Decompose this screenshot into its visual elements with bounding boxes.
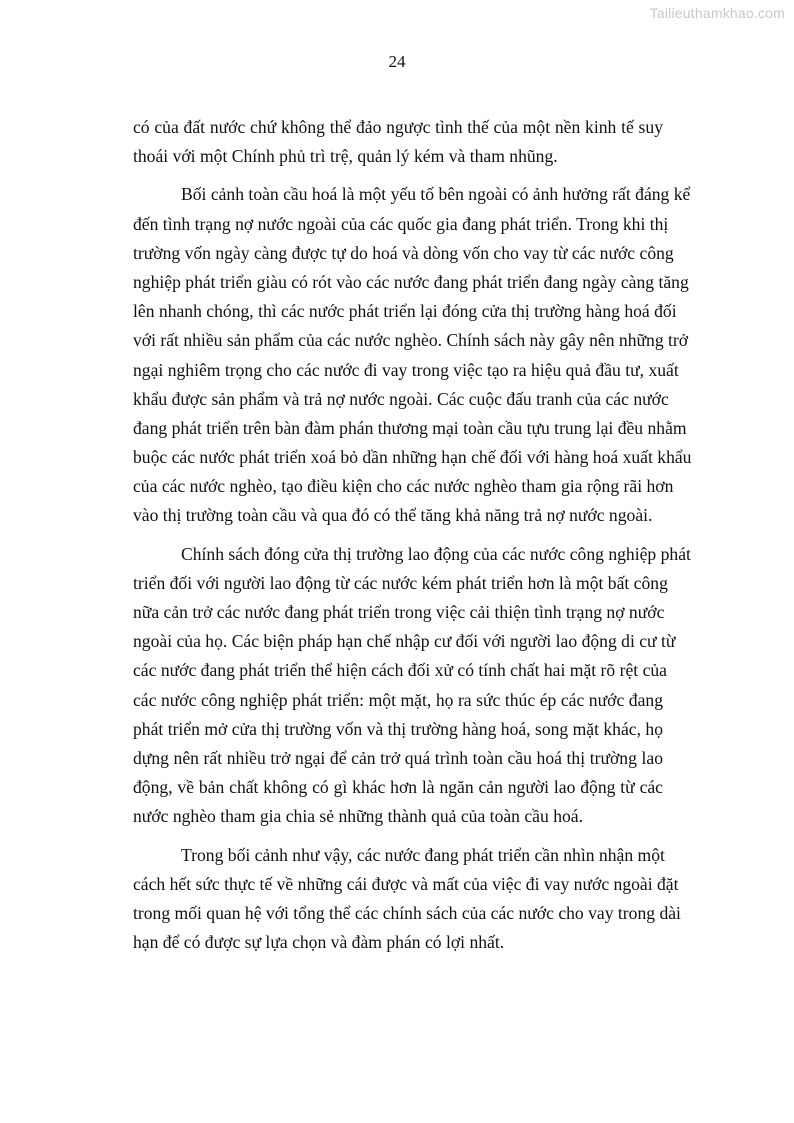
paragraph-2 bbox=[133, 180, 692, 530]
text-line: Trong bối cảnh như vậy, các nước đang phát triển cần nhìn nhận một bbox=[181, 844, 665, 865]
text-line: nước nghèo tham gia chia sẻ những thành quả của toàn cầu hoá. bbox=[133, 806, 583, 827]
text-line: cách hết sức thực tế về những cái được và mất của việc đi vay nước ngoài đặt bbox=[133, 873, 679, 894]
text-line: triển đối với người lao động từ các nước kém phát triển hơn là một bất công bbox=[133, 572, 668, 593]
text-line: hạn để có được sự lựa chọn và đàm phán có lợi nhất. bbox=[133, 932, 505, 953]
text-line: dựng nên rất nhiều trở ngại để cản trở quá trình toàn cầu hoá thị trường lao bbox=[133, 747, 663, 768]
text-line: phát triển mở cửa thị trường vốn và thị trường hàng hoá, song mặt khác, họ bbox=[133, 718, 663, 739]
page-number: 24 bbox=[388, 52, 406, 71]
text-line: của các nước nghèo, tạo điều kiện cho các nước nghèo tham gia rộng rãi hơn bbox=[133, 476, 674, 497]
text-line: thoái với một Chính phủ trì trệ, quản lý kém và tham nhũng. bbox=[133, 146, 558, 167]
text-line: Chính sách đóng cửa thị trường lao động của các nước công nghiệp phát bbox=[181, 543, 691, 564]
text-line: trong mối quan hệ với tổng thể các chính sách của các nước cho vay trong dài bbox=[133, 902, 681, 923]
text-line: động, về bản chất không có gì khác hơn là ngăn cản người lao động từ các bbox=[133, 777, 663, 798]
document-body bbox=[133, 113, 692, 957]
text-line: các nước công nghiệp phát triển: một mặt, họ ra sức thúc ép các nước đang bbox=[133, 689, 663, 710]
text-line: ngại nghiêm trọng cho các nước đi vay trong việc tạo ra hiệu quả đầu tư, xuất bbox=[133, 359, 679, 380]
paragraph-4 bbox=[133, 841, 681, 958]
text-line: vào thị trường toàn cầu và qua đó có thể tăng khả năng trả nợ nước ngoài. bbox=[133, 505, 653, 526]
text-line: có của đất nước chứ không thể đảo ngược tình thế của một nền kinh tế suy bbox=[133, 117, 663, 137]
text-line: nữa cản trở các nước đang phát triển trong việc cải thiện tình trạng nợ nước bbox=[133, 602, 665, 622]
text-line: nghiệp phát triển giàu có rót vào các nước đang phát triển đang ngày càng tăng bbox=[133, 271, 689, 292]
text-line: lên nhanh chóng, thì các nước phát triển lại đóng cửa thị trường hàng hoá đối bbox=[133, 301, 677, 322]
text-line: đến tình trạng nợ nước ngoài của các quốc gia đang phát triển. Trong khi thị bbox=[133, 213, 669, 234]
text-line: buộc các nước phát triển xoá bỏ dần những hạn chế đối với hàng hoá xuất khẩu bbox=[133, 447, 692, 468]
text-line: trường vốn ngày càng được tự do hoá và dòng vốn cho vay từ các nước công bbox=[133, 242, 674, 263]
text-line: các nước đang phát triển thể hiện cách đối xử có tính chất hai mặt rõ rệt của bbox=[133, 660, 667, 681]
text-line: ngoài của họ. Các biện pháp hạn chế nhập cư đối với người lao động di cư từ bbox=[133, 631, 676, 652]
paragraph-3 bbox=[133, 540, 691, 832]
text-line: Bối cảnh toàn cầu hoá là một yếu tố bên ngoài có ảnh hưởng rất đáng kể bbox=[181, 184, 691, 205]
paragraph-1 bbox=[133, 113, 663, 171]
text-line: với rất nhiều sản phẩm của các nước nghèo. Chính sách này gây nên những trở bbox=[133, 330, 689, 351]
text-line: khẩu được sản phẩm và trả nợ nước ngoài. Các cuộc đấu tranh của các nước bbox=[133, 388, 669, 409]
text-line: đang phát triển trên bàn đàm phán thương mại toàn cầu tựu trung lại đều nhằm bbox=[133, 417, 687, 438]
watermark: Tailieuthamkhao.com bbox=[649, 5, 785, 21]
